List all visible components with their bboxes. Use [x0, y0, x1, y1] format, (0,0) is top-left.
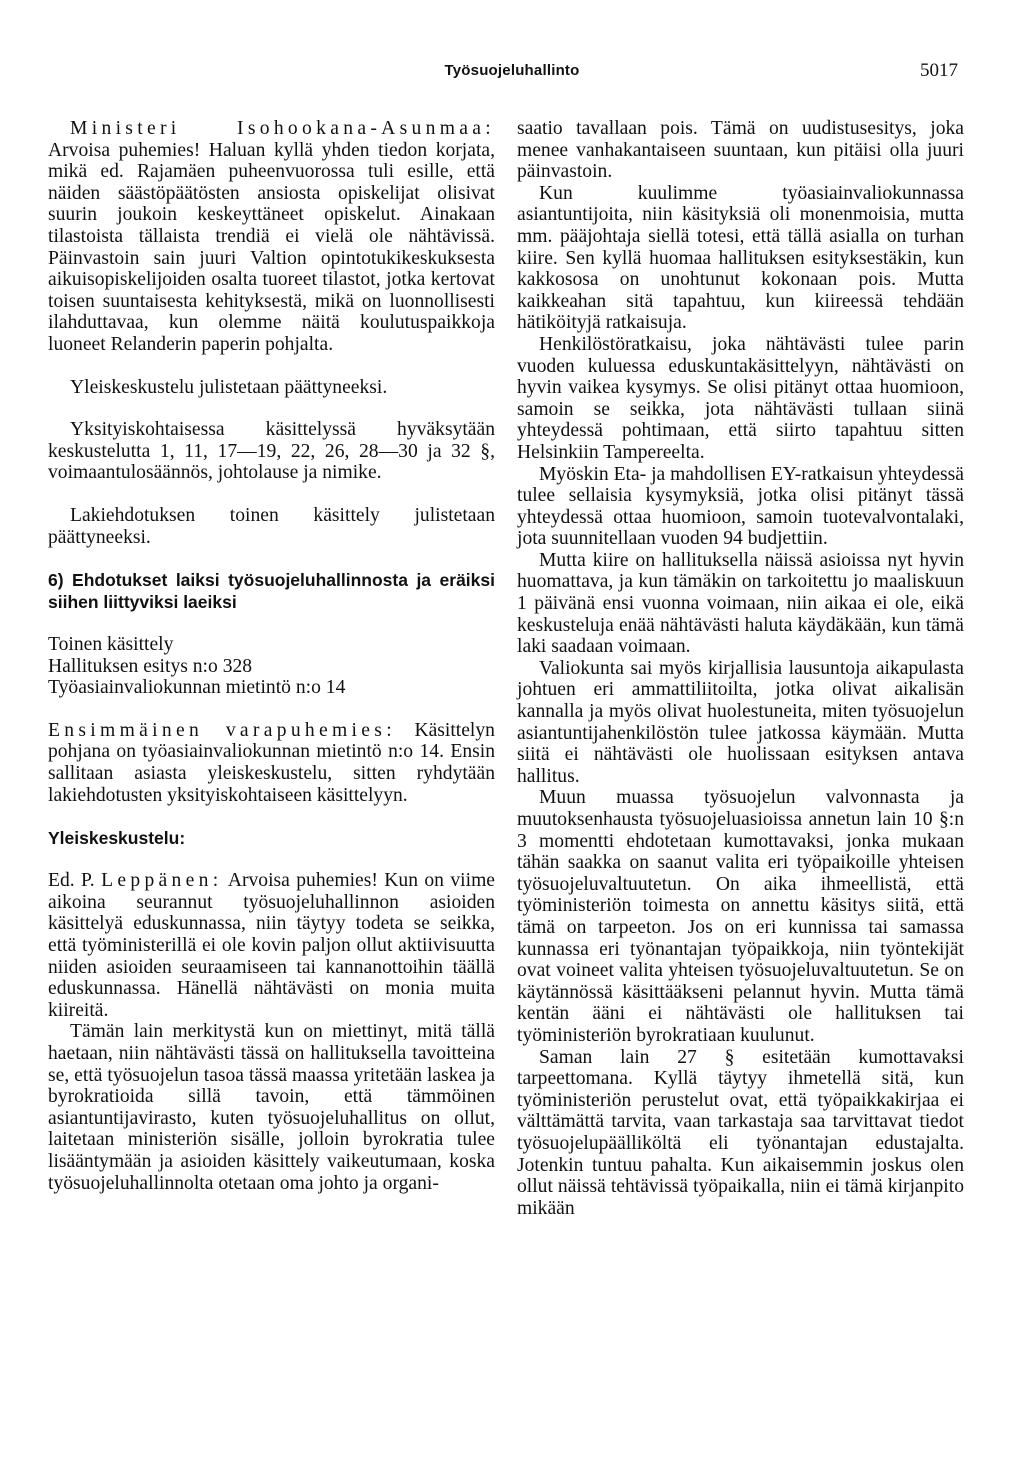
paragraph-general-debate-closed: Yleiskeskustelu julistetaan päättyneeksi.	[70, 376, 388, 398]
info-line-reading: Toinen käsittely	[48, 634, 174, 656]
paragraph-personnel-decision: Henkilöstöratkaisu, joka nähtävästi tulee parin vuoden kuluessa eduskuntakäsittelyyn, nähtävästi on hyvin vaikea kysymys. Se olisi pitänyt ottaa huomioon, samoin se seikka, jota nähtävästi tullaan siinä yhteydessä pohtimaan, että siirto tapahtuu sitten Helsinkiin Tampereelta.	[517, 333, 964, 463]
paragraph-section-27: Saman lain 27 § esitetään kumottavaksi tarpeettomana. Kyllä täytyy ihmetellä sitä, kun työministeriön perustelut ovat, että työpaikkakirjaa ei välttämättä tarvita, vaan tarkastaja saa tarvittavat tiedot työsuojelupäälliköltä eli työnantajan edustajalta. Jotenkin tuntuu pahalta. Kun aikaisemmin joskus olen ollut näissä tehtävissä työpaikalla, niin ei tämä kirjanpito mikään	[517, 1046, 964, 1219]
speech-isohookana-asunmaa	[48, 118, 495, 356]
speech-text: Arvoisa puhemies! Kun on viime aikoina seurannut työsuojeluhallinnon asioiden käsittelyä eduskunnassa, niin täytyy todeta se seikka, että työministerillä ei ole kovin paljon ollut aktiivisuutta niiden asioiden seuraamiseen tai kannanottoihin täällä eduskunnassa. Hänellä nähtävästi on monia muita kiireitä.	[48, 870, 495, 1021]
left-column	[48, 118, 495, 1194]
agenda-info	[48, 634, 495, 699]
paragraph-continuation: saatio tavallaan pois. Tämä on uudistusesitys, joka menee vanhakantaiseen suuntaan, kun pitäisi olla juuri päinvastoin.	[517, 118, 964, 183]
speaker-name: Ensimmäinen varapuhemies:	[48, 719, 396, 741]
general-debate-subheading: Yleiskeskustelu:	[48, 828, 186, 849]
paragraph-section-10: Muun muassa työsuojelun valvonnasta ja muutoksenhausta työsuojeluasioissa annetun lain 10 §:n 3 momentti ehdotetaan kumottavaksi, jonka mukaan tähän saakka on saanut valita eri työpaikoille yhteisen työsuojeluvaltuutetun. On aika ihmeellistä, että työministeriön toimesta on annettu käsitys siitä, että tämä on tarpeeton. Jos on eri kunnissa tai samassa kunnassa eri työnantajan työpaikkoja, niin työntekijät ovat voineet valita yhteisen työsuojeluvaltuutetun. Se on käytännössä käsittääkseni pelannut hyvin. Mutta tämä kentän ääni ei nähtävästi ole hallituksen tai työministeriön byrokratiaan kuulunut.	[517, 787, 964, 1046]
paragraph-second-reading-closed: Lakiehdotuksen toinen käsittely julistetaan päättyneeksi.	[48, 504, 495, 548]
running-title: Työsuojeluhallinto	[444, 62, 580, 79]
info-line-report: Työasiainvaliokunnan mietintö n:o 14	[48, 677, 346, 699]
paragraph-detailed-reading: Yksityiskohtaisessa käsittelyssä hyväksytään keskustelutta 1, 11, 17—19, 22, 26, 28—30 ja 32 §, voimaantulosäännös, johtolause ja nimike.	[48, 419, 495, 484]
info-line-proposal: Hallituksen esitys n:o 328	[48, 655, 253, 677]
agenda-heading: 6) Ehdotukset laiksi työsuojeluhallinnosta ja eräiksi siihen liittyviksi laeiksi	[48, 570, 495, 613]
paragraph-eta-ey: Myöskin Eta- ja mahdollisen EY-ratkaisun yhteydessä tulee sellaisia kysymyksiä, jotka olisi pitänyt tässä yhteydessä ottaa huomioon, samoin tuotevalvontalaki, jota suunnitellaan vuoden 94 budjettiin.	[517, 463, 964, 550]
paragraph-law-significance: Tämän lain merkitystä kun on miettinyt, mitä tällä haetaan, niin nähtävästi tässä on hallituksella tavoitteina se, että työsuojelun tasoa tässä maassa yritetään laskea ja byrokratioida sillä tavoin, että tämmöinen asiantuntijavirasto, kuten työsuojeluhallitus on ollut, laitetaan ministeriön sisälle, jolloin byrokratia tulee lisääntymään ja asioiden käsittely vaikeutumaan, koska työsuojeluhallinnolta otetaan oma johto ja organi-	[48, 1021, 495, 1194]
paragraph-written-statements: Valiokunta sai myös kirjallisia lausuntoja aikapulasta johtuen eri ammattiliitoilta, jotka olivat aikalisän kannalla ja myös olivat huolestuneita, miten työsuojelun asiantuntijahenkilöstön tulee jatkossa käymään. Mutta siitä ei nähtävästi ole huolissaan esityksen antava hallitus.	[517, 657, 964, 787]
speech-deputy-speaker	[48, 720, 495, 806]
paragraph-government-haste: Mutta kiire on hallituksella näissä asioissa nyt hyvin huomattava, ja kun tämäkin on tarkoitettu jo maaliskuun 1 päivänä ensi vuonna voimaan, niin aikaa ei ole, eikä keskusteluja enää nähtävästi haluta käydäkään, kun tämä laki saadaan voimaan.	[517, 549, 964, 658]
speaker-prefix: Ed. P.	[48, 870, 95, 892]
speaker-name: Leppänen:	[101, 870, 223, 892]
speech-text: Käsittelyn pohjana on työasiainvaliokunnan mietintö n:o 14. Ensin sallitaan asiasta yleiskeskustelu, sitten ryhdytään lakiehdotusten yksityiskohtaiseen käsittelyyn.	[48, 719, 495, 806]
speaker-name: Ministeri Isohookana-Asunmaa:	[70, 118, 495, 139]
paragraph-committee-experts: Kun kuulimme työasiainvaliokunnassa asiantuntijoita, niin käsityksiä oli monenmoisia, mutta mm. pääjohtaja siellä totesi, että tällä asialla on turhan kiire. Sen kyllä huomaa hallituksen esityksestäkin, kun kakkososa on unohtunut kokonaan pois. Mutta kaikkeahan sitä tapahtuu, kun kiireessä tehdään hätiköityjä ratkaisuja.	[517, 182, 964, 334]
page-number: 5017	[920, 60, 958, 81]
right-column	[517, 118, 964, 1219]
speech-leppanen	[48, 870, 495, 1021]
speech-text: Arvoisa puhemies! Haluan kyllä yhden tiedon korjata, mikä ed. Rajamäen puheenvuorossa tuli esille, että näiden säästöpäätösten ansiosta opiskelijat olisivat suurin joukoin keskeyttäneet opiskelut. Ainakaan tilastoista tällaista trendiä ei vielä ole nähtävissä. Päinvastoin sain juuri Valtion opintotukikeskuksesta aikuisopiskelijoiden osalta tuoreet tilastot, jotka kertovat toisen suuntaisesta kehityksestä, mikä on luonnollisesti ilahduttavaa, kun olemme näitä koulutuspaikkoja luoneet Relanderin paperin pohjalta.	[48, 139, 495, 355]
